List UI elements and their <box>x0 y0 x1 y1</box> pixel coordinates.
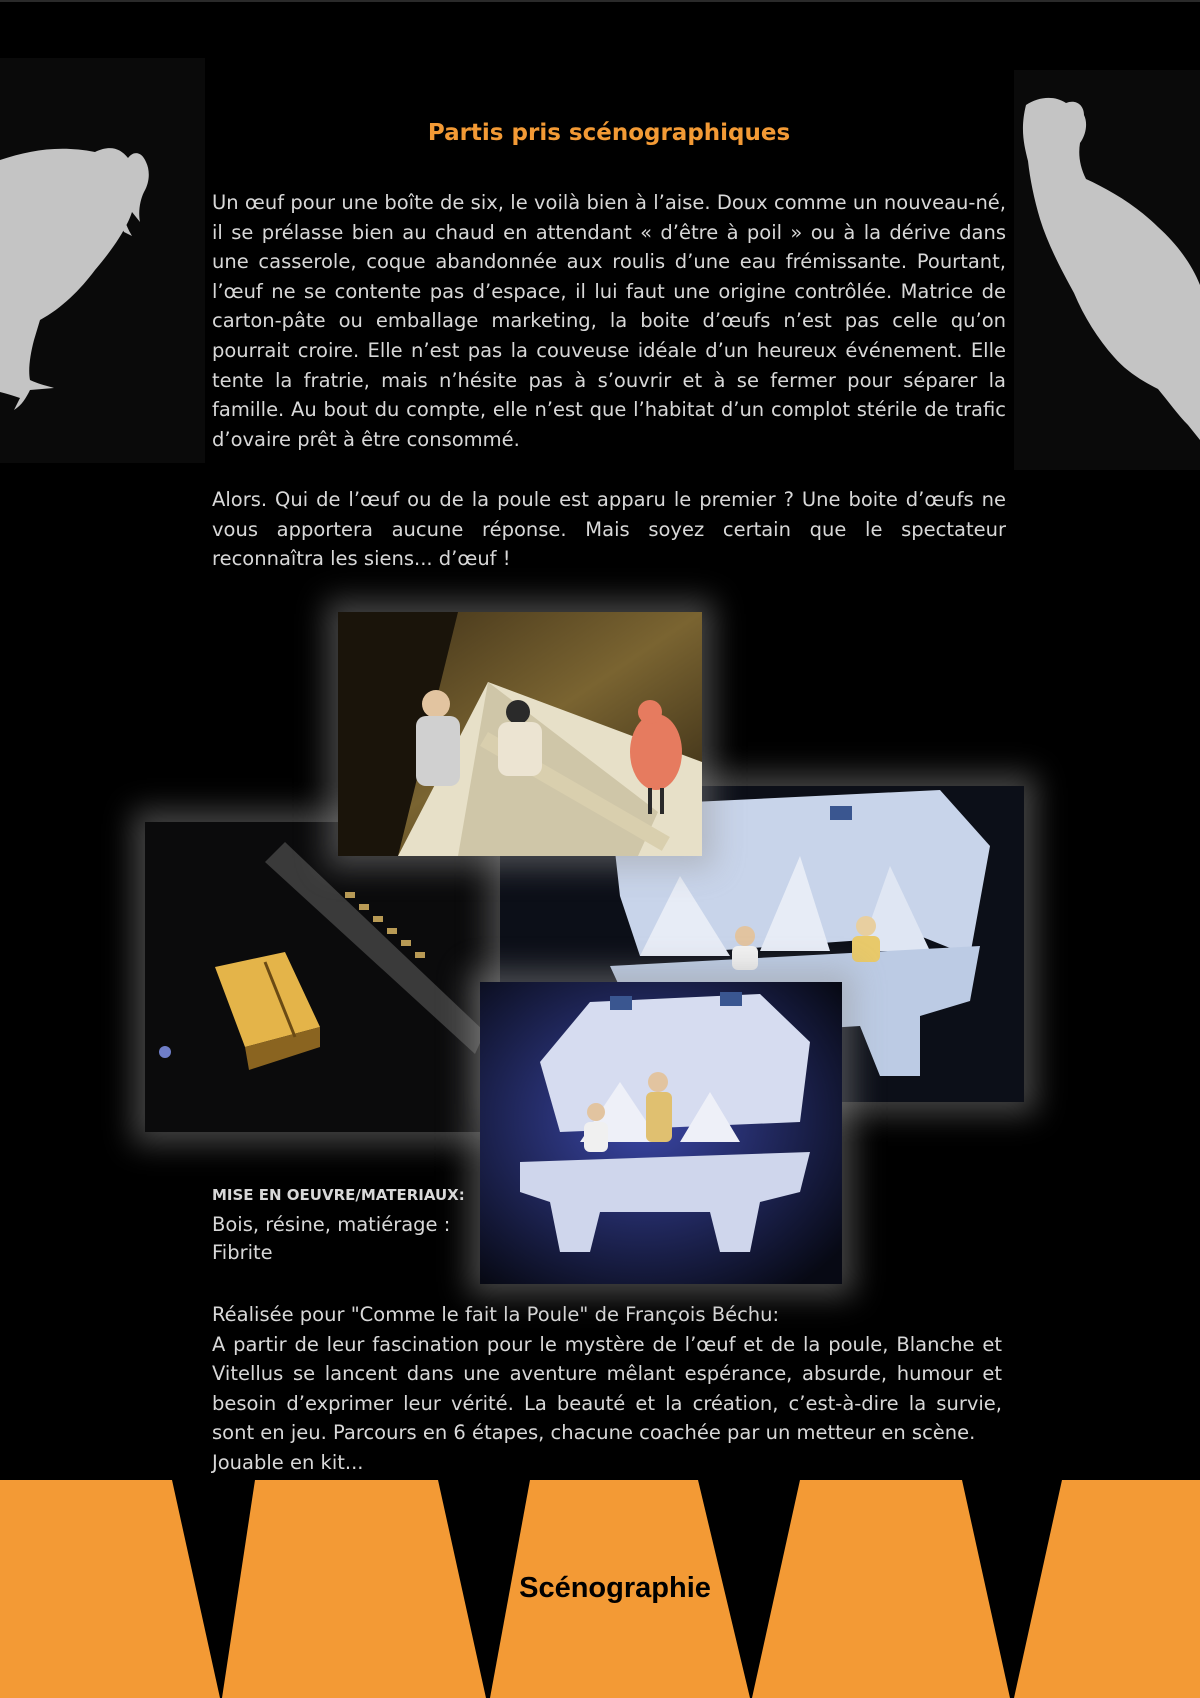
photo-yellow-lit-box <box>145 822 500 1132</box>
intro-paragraph-2: Alors. Qui de l’œuf ou de la poule est apparu le premier ? Une boite d’œufs ne vous apportera aucune réponse. Mais soyez certain que le spectateur reconnaîtra les siens... d’œuf ! <box>212 488 1006 571</box>
production-heading: Réalisée pour "Comme le fait la Poule" de François Béchu: <box>212 1303 780 1326</box>
intro-paragraph-1: Un œuf pour une boîte de six, le voilà bien à l’aise. Doux comme un nouveau-né, il se prélasse bien au chaud en attendant « d’être à poil » ou à la dérive dans une casserole, coque abandonnée aux roulis d’une eau frémissante. Pourtant, l’œuf ne se contente pas d’espace, il lui faut une origine contrôlée. Matrice de carton-pâte ou emballage marketing, la boite d’œufs n’est pas celle qu’on pourrait croire. Elle n’est pas la couveuse idéale d’un heureux événement. Elle tente la fratrie, mais n’hésite pas à s’ouvrir et à se fermer pour séparer la famille. Au bout du compte, elle n’est que l’habitat d’un complot stérile de trafic d’ovaire prêt à être consommé. <box>212 191 1006 451</box>
photo-egg-box-performers <box>480 982 842 1284</box>
materials-label: MISE EN OEUVRE/MATERIAUX: <box>212 1186 465 1204</box>
photo-actors-with-hen-puppet <box>338 612 702 856</box>
hen-silhouette-right-icon <box>1018 95 1200 440</box>
top-rule <box>0 0 1200 2</box>
production-block <box>212 1300 1002 1478</box>
page-title: Partis pris scénographiques <box>427 120 791 146</box>
materials-line-1: Bois, résine, matiérage : <box>212 1213 451 1236</box>
production-body: A partir de leur fascination pour le mystère de l’œuf et de la poule, Blanche et Vitellus se lancent dans une aventure mêlant espérance, absurde, humour et besoin d’exprimer leur vérité. La beauté et la création, c’est-à-dire la survie, sont en jeu. Parcours en 6 étapes, chacune coachée par un metteur en scène. <box>212 1332 1002 1445</box>
materials-line-2: Fibrite <box>212 1241 273 1264</box>
hen-silhouette-left-icon <box>0 140 160 420</box>
production-closing: Jouable en kit... <box>212 1450 364 1474</box>
footer-title: Scénographie <box>519 1572 711 1604</box>
